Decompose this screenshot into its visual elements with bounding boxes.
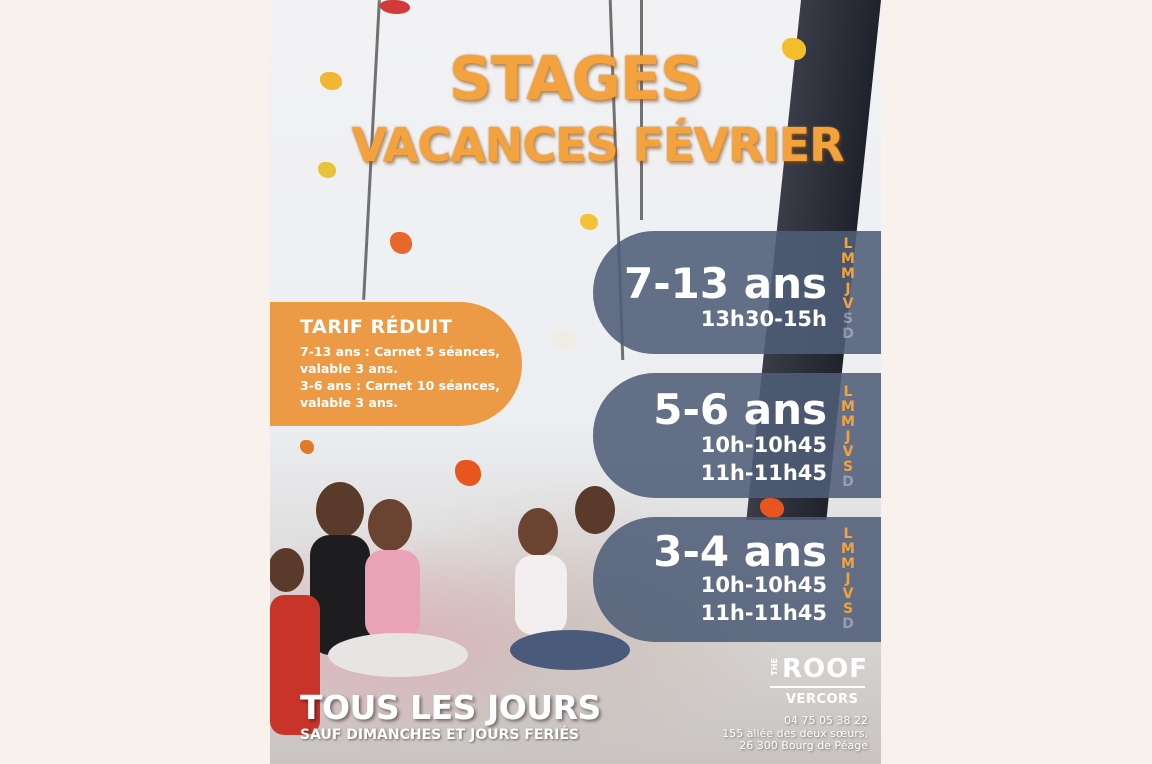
climbing-hold: [380, 0, 410, 14]
tarif-line: valable 3 ans.: [300, 361, 398, 376]
tarif-line: valable 3 ans.: [300, 395, 398, 410]
climbing-hold: [300, 440, 314, 454]
poster-title: STAGES: [448, 44, 703, 114]
climbing-hold: [550, 330, 578, 350]
session-hours: 11h-11h45: [700, 461, 827, 485]
climbing-hold: [760, 498, 784, 518]
session-days: L M M J V S D: [841, 236, 855, 342]
session-hours: 13h30-15h: [700, 307, 827, 331]
logo-location: VERCORS: [786, 692, 859, 707]
session-card-7-13: [593, 231, 881, 354]
session-hours: 10h-10h45: [700, 573, 827, 597]
session-hours: 10h-10h45: [700, 433, 827, 457]
footer-headline: TOUS LES JOURS: [300, 688, 601, 727]
logo-the: THE: [770, 658, 779, 676]
poster-subtitle: VACANCES FÉVRIER: [351, 118, 844, 172]
tarif-line: 7-13 ans : Carnet 5 séances,: [300, 344, 500, 359]
poster: [270, 0, 881, 764]
climbing-hold: [390, 232, 412, 254]
session-age: 7-13 ans: [624, 259, 827, 308]
contact-address-line2: 26 300 Bourg de Péage: [739, 739, 868, 752]
contact-address-line1: 155 allée des deux sœurs,: [722, 727, 868, 740]
session-hours: 11h-11h45: [700, 601, 827, 625]
session-card-5-6: [593, 373, 881, 498]
logo-divider: [770, 686, 865, 688]
session-card-3-4: [593, 517, 881, 642]
session-days: L M M J V S D: [841, 526, 855, 632]
footer-subline: SAUF DIMANCHES ET JOURS FERIÉS: [300, 727, 580, 743]
session-age: 3-4 ans: [653, 527, 827, 576]
tarif-line: 3-6 ans : Carnet 10 séances,: [300, 378, 500, 393]
logo-name: ROOF: [782, 654, 868, 684]
session-age: 5-6 ans: [653, 385, 827, 434]
contact-phone: 04 75 05 38 22: [784, 714, 868, 727]
session-days: L M M J V S D: [841, 384, 855, 490]
tarif-panel: [270, 302, 522, 426]
climbing-hold: [580, 214, 598, 230]
tarif-heading: TARIF RÉDUIT: [300, 316, 453, 338]
